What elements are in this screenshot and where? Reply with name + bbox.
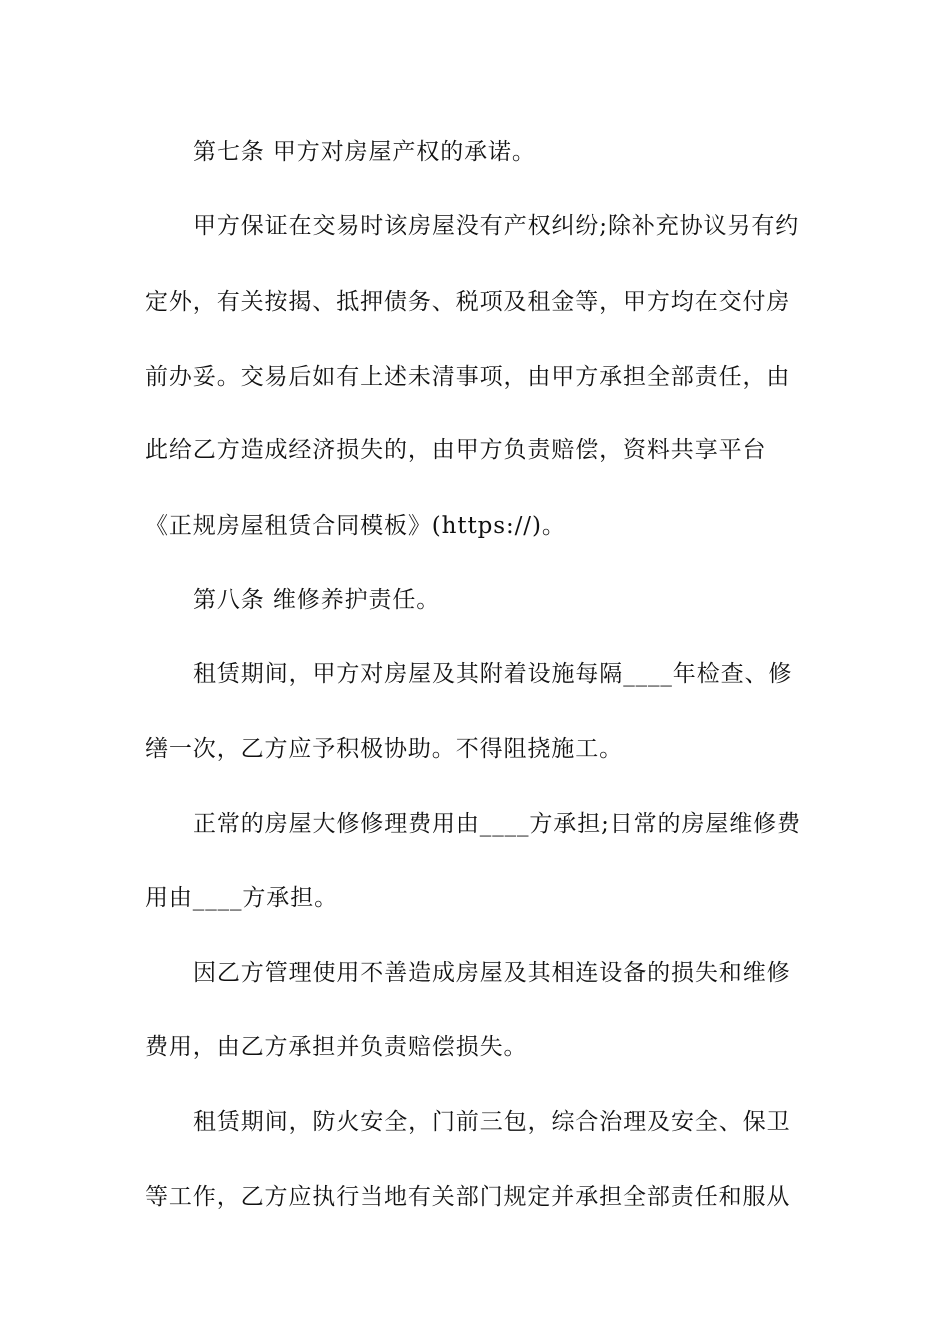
article-8-heading: 第八条 维修养护责任。 (193, 587, 441, 613)
paragraph-line: 租赁期间，甲方对房屋及其附着设施每隔____年检查、修 (193, 661, 793, 687)
paragraph-line: 缮一次，乙方应予积极协助。不得阻挠施工。 (145, 736, 623, 762)
paragraph-line: 甲方保证在交易时该房屋没有产权纠纷;除补充协议另有约 (193, 213, 800, 239)
paragraph-line: 此给乙方造成经济损失的，由甲方负责赔偿，资料共享平台 (145, 437, 767, 463)
paragraph-line: 等工作，乙方应执行当地有关部门规定并承担全部责任和服从 (145, 1184, 791, 1210)
article-7-heading: 第七条 甲方对房屋产权的承诺。 (193, 139, 536, 165)
paragraph-line: 租赁期间，防火安全，门前三包，综合治理及安全、保卫 (193, 1109, 791, 1135)
paragraph-line: 定外，有关按揭、抵押债务、税项及租金等，甲方均在交付房 (145, 289, 791, 315)
paragraph-line: 费用，由乙方承担并负责赔偿损失。 (145, 1034, 528, 1060)
paragraph-line: 因乙方管理使用不善造成房屋及其相连设备的损失和维修 (193, 960, 791, 986)
paragraph-line: 前办妥。交易后如有上述未清事项，由甲方承担全部责任，由 (145, 364, 791, 390)
paragraph-line: 用由____方承担。 (145, 885, 338, 911)
paragraph-line: 正常的房屋大修修理费用由____方承担;日常的房屋维修费 (193, 811, 801, 837)
paragraph-line: 《正规房屋租赁合同模板》(https://)。 (145, 513, 566, 539)
